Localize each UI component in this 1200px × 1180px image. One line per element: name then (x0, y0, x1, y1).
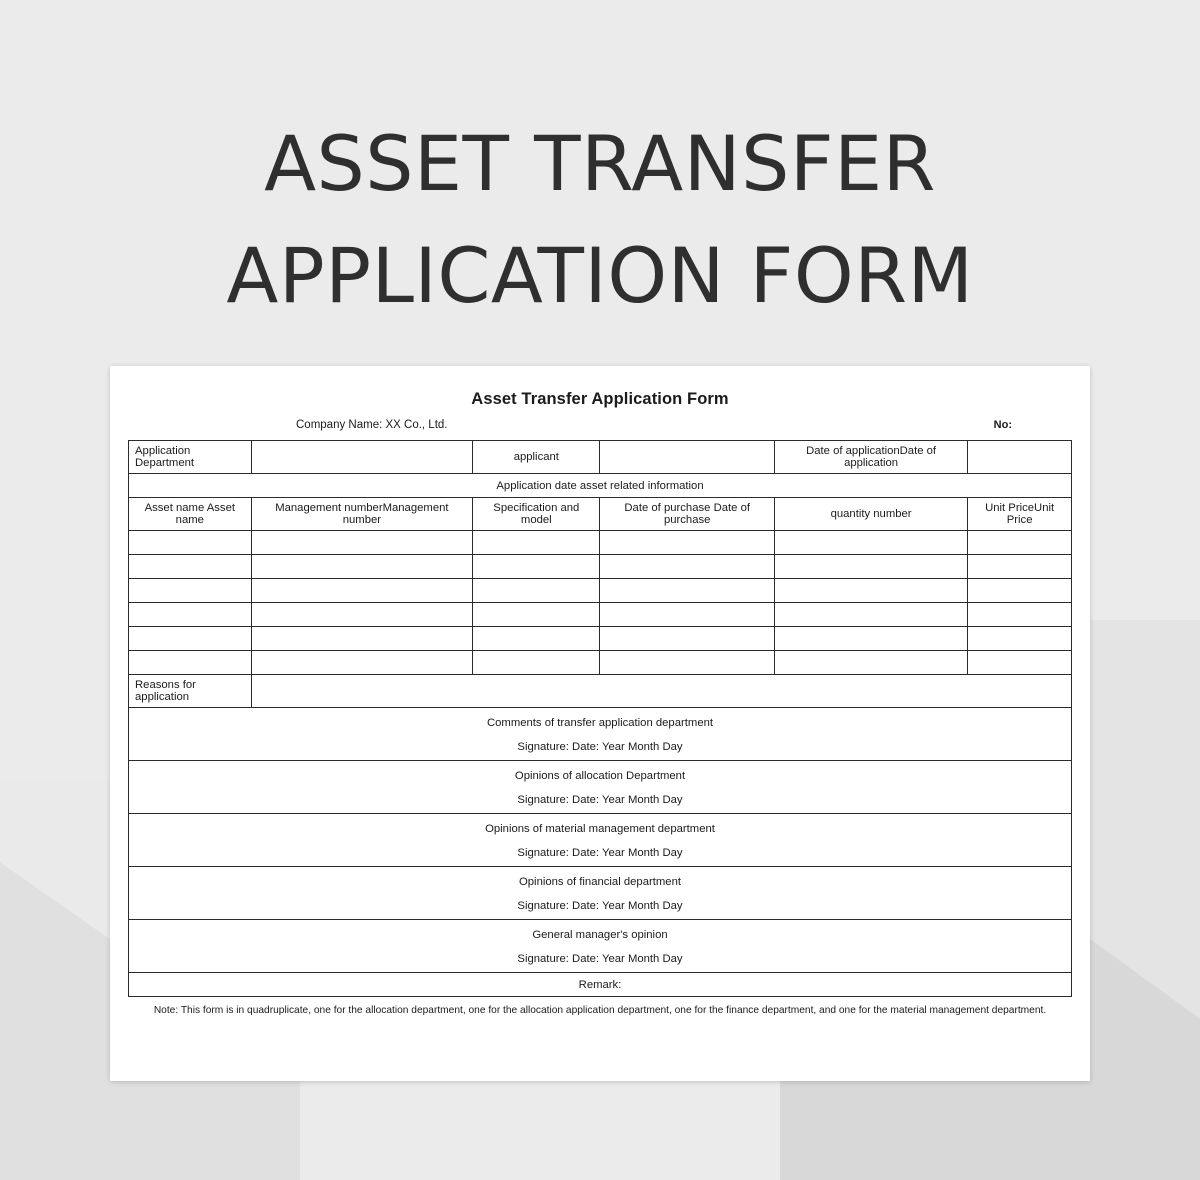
cell-approval-block-4[interactable] (129, 867, 1072, 920)
company-name-label: Company Name: XX Co., Ltd. (296, 419, 448, 431)
document-number-label: No: (993, 419, 1012, 431)
cell-date-of-purchase[interactable] (600, 603, 774, 627)
form-sheet (110, 366, 1090, 1081)
cell-date-of-purchase[interactable] (600, 651, 774, 675)
cell-approval-block-5[interactable] (129, 920, 1072, 973)
table-row-header-info (129, 441, 1072, 474)
cell-section-label: Application date asset related information (129, 474, 1072, 498)
hero-title (0, 108, 1200, 333)
form-meta-row (128, 419, 1072, 437)
table-row-approval-3 (129, 814, 1072, 867)
cell-remark-label[interactable]: Remark: (129, 973, 1072, 997)
approval-title-2: Opinions of allocation Department (514, 770, 686, 782)
cell-asset-name[interactable] (129, 579, 252, 603)
cell-specification-model[interactable] (473, 531, 600, 555)
approval-signature-4: Signature: Date: Year Month Day (517, 900, 683, 912)
table-row-section-title (129, 474, 1072, 498)
column-header-asset-name: Asset name Asset name (129, 498, 252, 531)
cell-quantity[interactable] (774, 651, 967, 675)
table-row (129, 651, 1072, 675)
cell-asset-name[interactable] (129, 531, 252, 555)
cell-unit-price[interactable] (968, 579, 1072, 603)
table-row-approval-1 (129, 708, 1072, 761)
table-row-approval-4 (129, 867, 1072, 920)
column-header-unit-price: Unit PriceUnit Price (968, 498, 1072, 531)
table-row-approval-5 (129, 920, 1072, 973)
cell-date-of-application-value[interactable] (968, 441, 1072, 474)
column-header-quantity: quantity number (774, 498, 967, 531)
cell-unit-price[interactable] (968, 627, 1072, 651)
cell-management-number[interactable] (251, 555, 473, 579)
cell-unit-price[interactable] (968, 651, 1072, 675)
asset-transfer-table (128, 440, 1072, 997)
cell-specification-model[interactable] (473, 555, 600, 579)
column-header-specification-model: Specification and model (473, 498, 600, 531)
cell-reasons-value[interactable] (251, 675, 1071, 708)
table-row-remark (129, 973, 1072, 997)
table-row-column-headers (129, 498, 1072, 531)
cell-management-number[interactable] (251, 627, 473, 651)
cell-date-of-purchase[interactable] (600, 579, 774, 603)
cell-date-of-purchase[interactable] (600, 531, 774, 555)
cell-quantity[interactable] (774, 531, 967, 555)
table-row (129, 579, 1072, 603)
cell-specification-model[interactable] (473, 579, 600, 603)
cell-management-number[interactable] (251, 531, 473, 555)
cell-quantity[interactable] (774, 627, 967, 651)
form-note: Note: This form is in quadruplicate, one for the allocation department, one for the allocation application department, one for the finance department, and one for the material management department. (153, 1005, 1047, 1016)
cell-unit-price[interactable] (968, 555, 1072, 579)
table-row-reasons (129, 675, 1072, 708)
cell-asset-name[interactable] (129, 627, 252, 651)
cell-applicant-label: applicant (473, 441, 600, 474)
cell-asset-name[interactable] (129, 651, 252, 675)
column-header-management-number: Management numberManagement number (251, 498, 473, 531)
approval-title-4: Opinions of financial department (518, 876, 682, 888)
cell-specification-model[interactable] (473, 603, 600, 627)
approval-title-1: Comments of transfer application department (486, 717, 714, 729)
cell-application-department-label: Application Department (129, 441, 252, 474)
table-row (129, 555, 1072, 579)
cell-management-number[interactable] (251, 603, 473, 627)
hero-title-line-1: ASSET TRANSFER (264, 119, 936, 208)
cell-quantity[interactable] (774, 579, 967, 603)
table-row (129, 531, 1072, 555)
cell-reasons-label: Reasons for application (129, 675, 252, 708)
cell-unit-price[interactable] (968, 531, 1072, 555)
cell-approval-block-2[interactable] (129, 761, 1072, 814)
cell-approval-block-1[interactable] (129, 708, 1072, 761)
cell-application-department-value[interactable] (251, 441, 473, 474)
approval-signature-2: Signature: Date: Year Month Day (517, 794, 683, 806)
approval-title-3: Opinions of material management department (485, 823, 715, 835)
hero-title-line-2: APPLICATION FORM (226, 231, 974, 321)
cell-date-of-application-label: Date of applicationDate of application (774, 441, 967, 474)
approval-signature-5: Signature: Date: Year Month Day (517, 953, 683, 965)
cell-quantity[interactable] (774, 555, 967, 579)
table-row-approval-2 (129, 761, 1072, 814)
cell-specification-model[interactable] (473, 651, 600, 675)
cell-asset-name[interactable] (129, 603, 252, 627)
cell-specification-model[interactable] (473, 627, 600, 651)
cell-date-of-purchase[interactable] (600, 555, 774, 579)
table-row (129, 627, 1072, 651)
approval-signature-3: Signature: Date: Year Month Day (517, 847, 683, 859)
cell-quantity[interactable] (774, 603, 967, 627)
cell-applicant-value[interactable] (600, 441, 774, 474)
cell-management-number[interactable] (251, 579, 473, 603)
column-header-date-of-purchase: Date of purchase Date of purchase (600, 498, 774, 531)
cell-date-of-purchase[interactable] (600, 627, 774, 651)
cell-management-number[interactable] (251, 651, 473, 675)
cell-asset-name[interactable] (129, 555, 252, 579)
cell-approval-block-3[interactable] (129, 814, 1072, 867)
approval-signature-1: Signature: Date: Year Month Day (517, 741, 683, 753)
cell-unit-price[interactable] (968, 603, 1072, 627)
form-title: Asset Transfer Application Form (471, 390, 729, 408)
table-row (129, 603, 1072, 627)
approval-title-5: General manager's opinion (532, 929, 668, 941)
